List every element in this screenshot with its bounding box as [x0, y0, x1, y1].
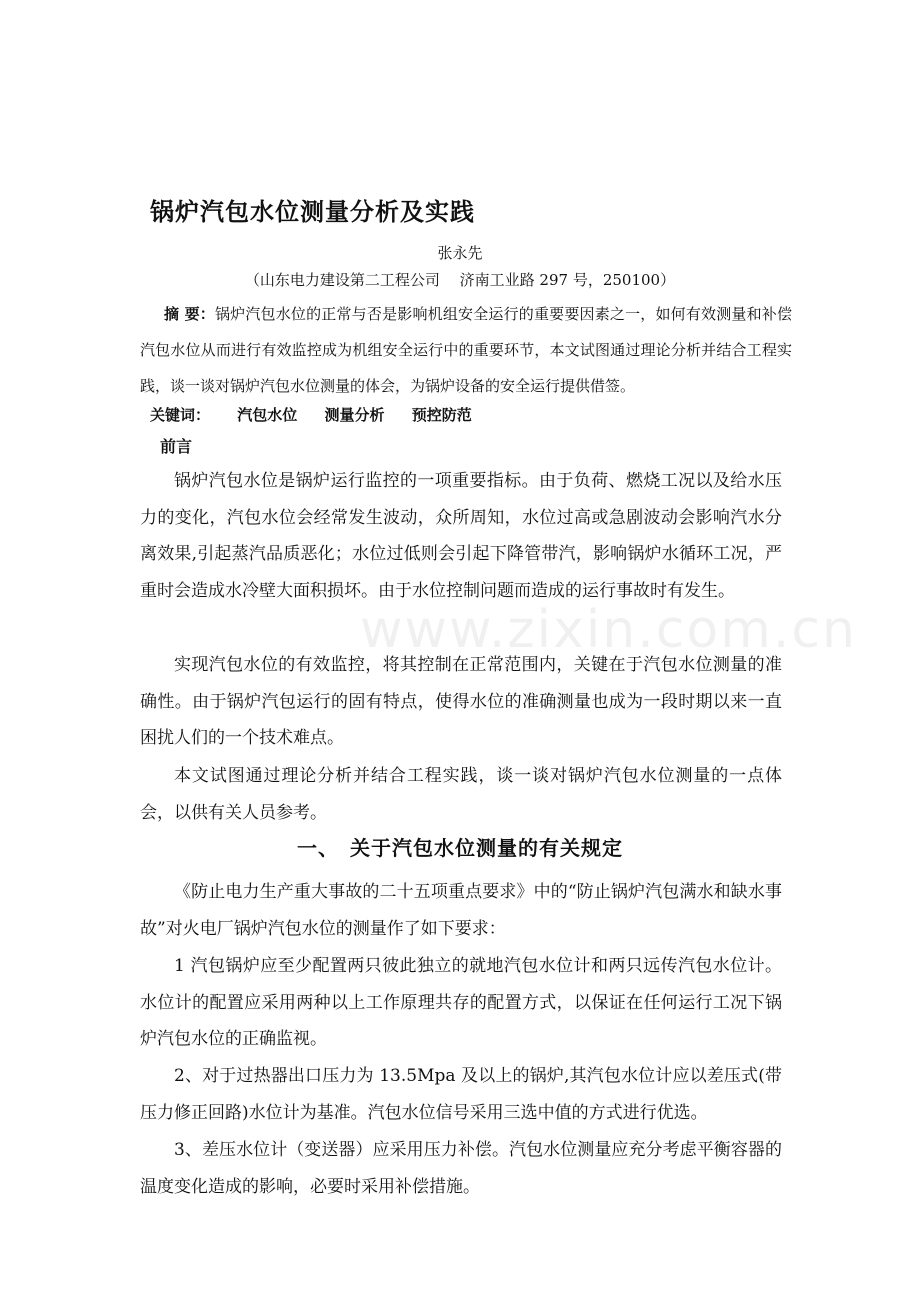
abstract: [140, 296, 792, 404]
body-paragraph: 实现汽包水位的有效监控，将其控制在正常范围内，关键在于汽包水位测量的准确性。由于锅炉汽包运行的固有特点，使得水位的准确测量也成为一段时期以来一直困扰人们的一个技术难点。: [140, 655, 782, 748]
body-paragraph: 《防止电力生产重大事故的二十五项重点要求》中的“防止锅炉汽包满水和缺水事故”对火电厂锅炉汽包水位的测量作了如下要求：: [140, 882, 782, 939]
keyword-item: 测量分析: [324, 406, 385, 424]
keywords: [150, 404, 494, 425]
author-name: 张永先: [437, 244, 483, 262]
document-title: 锅炉汽包水位测量分析及实践: [150, 198, 475, 226]
watermark: www.zixin.com.cn: [360, 600, 857, 660]
keywords-label: 关键词：: [150, 406, 211, 424]
abstract-label: 摘 要：: [164, 305, 215, 323]
body-paragraph: 本文试图通过理论分析并结合工程实践，谈一谈对锅炉汽包水位测量的一点体会，以供有关人员参考。: [140, 766, 782, 823]
author-affiliation: （山东电力建设第二工程公司 济南工业路 297 号，250100）: [244, 271, 676, 289]
keyword-item: 汽包水位: [237, 406, 298, 424]
keyword-item: 预控防范: [411, 406, 472, 424]
abstract-text: 锅炉汽包水位的正常与否是影响机组安全运行的重要要因素之一，如何有效测量和补偿汽包水位从而进行有效监控成为机组安全运行中的重要环节，本文试图通过理论分析并结合工程实践，谈一谈对锅炉汽包水位测量的体会，为锅炉设备的安全运行提供借签。: [140, 305, 792, 395]
section-heading: 一、 关于汽包水位测量的有关规定: [297, 836, 623, 860]
body-paragraph: 1 汽包锅炉应至少配置两只彼此独立的就地汽包水位计和两只远传汽包水位计。水位计的配置应采用两种以上工作原理共存的配置方式，以保证在任何运行工况下锅炉汽包水位的正确监视。: [140, 956, 782, 1049]
body-paragraph: 3、差压水位计（变送器）应采用压力补偿。汽包水位测量应充分考虑平衡容器的温度变化造成的影响，必要时采用补偿措施。: [140, 1140, 782, 1197]
body-paragraph: 锅炉汽包水位是锅炉运行监控的一项重要指标。由于负荷、燃烧工况以及给水压力的变化，汽包水位会经常发生波动，众所周知，水位过高或急剧波动会影响汽水分离效果,引起蒸汽品质恶化；水位过低则会引起下降管带汽，影响锅炉水循环工况，严重时会造成水冷壁大面积损坏。由于水位控制问题而造成的运行事故时有发生。: [140, 471, 782, 601]
preface-heading: 前言: [160, 437, 193, 456]
body-paragraph: 2、对于过热器出口压力为 13.5Mpa 及以上的锅炉,其汽包水位计应以差压式(带压力修正回路)水位计为基准。汽包水位信号采用三选中值的方式进行优选。: [140, 1066, 782, 1123]
